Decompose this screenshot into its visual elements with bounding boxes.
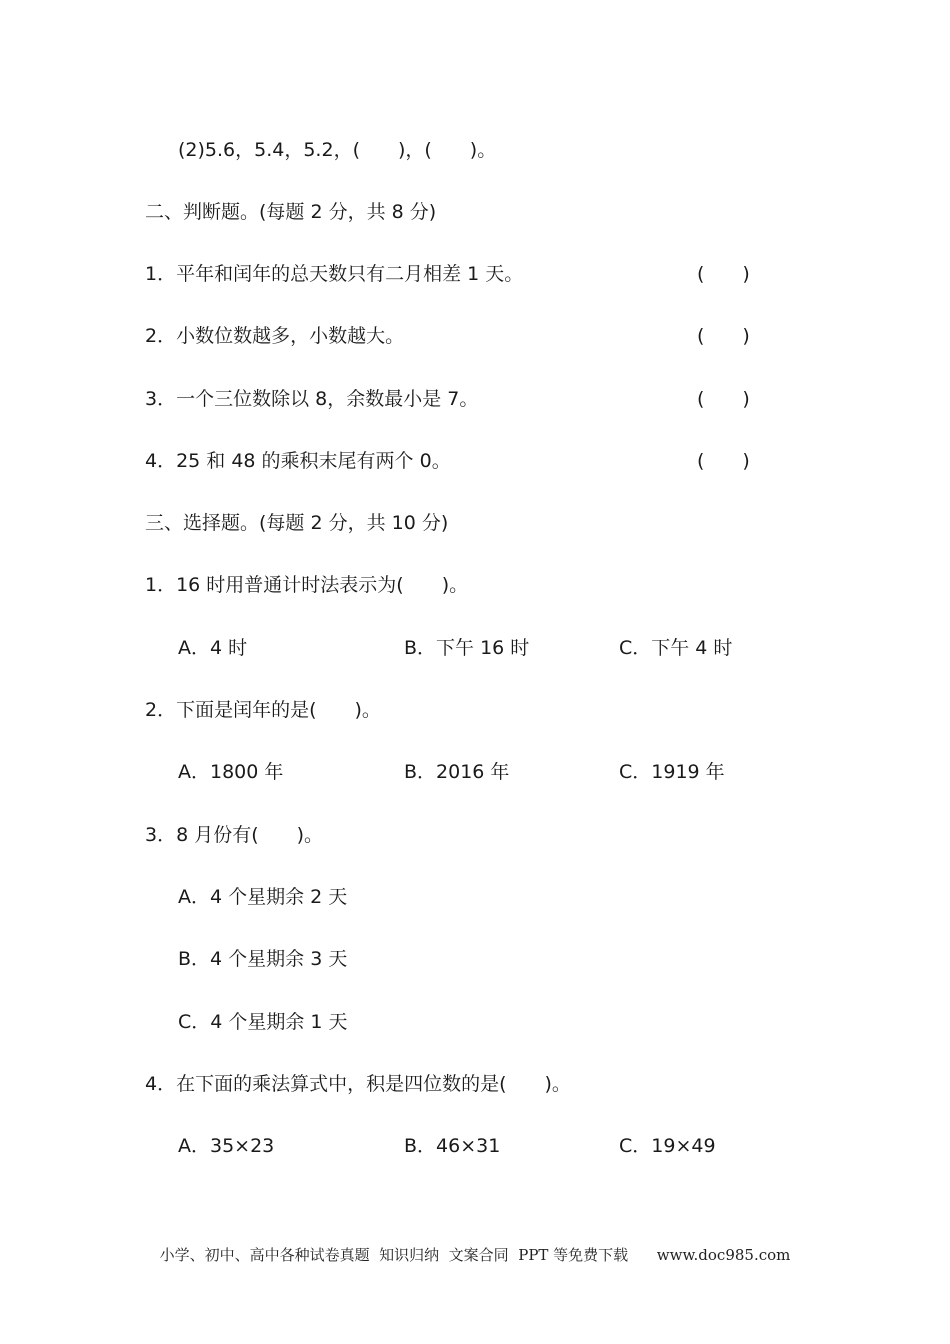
choice-4-option-b[interactable]: B．46×31 (404, 1135, 501, 1157)
judge-section-heading: 二、判断题。(每题 2 分，共 8 分) (145, 201, 437, 223)
judge-item-3: 3．一个三位数除以 8，余数最小是 7。 (145, 388, 479, 410)
judge-item-2: 2．小数位数越多，小数越大。 (145, 325, 405, 347)
choice-question-4: 4．在下面的乘法算式中，积是四位数的是( )。 (145, 1073, 571, 1095)
choice-question-1: 1．16 时用普通计时法表示为( )。 (145, 574, 469, 596)
judge-answer-blank-3[interactable]: ( ) (697, 388, 750, 410)
choice-section-heading: 三、选择题。(每题 2 分，共 10 分) (145, 512, 449, 534)
page-footer: 小学、初中、高中各种试卷真题 知识归纳 文案合同 PPT 等免费下载 www.doc985.com (159, 1246, 791, 1264)
choice-2-option-b[interactable]: B．2016 年 (404, 761, 510, 783)
choice-3-option-a[interactable]: A．4 个星期余 2 天 (178, 886, 348, 908)
choice-3-option-c[interactable]: C．4 个星期余 1 天 (178, 1011, 348, 1033)
judge-answer-blank-4[interactable]: ( ) (697, 450, 750, 472)
choice-question-3: 3．8 月份有( )。 (145, 824, 324, 846)
choice-2-option-c[interactable]: C．1919 年 (619, 761, 725, 783)
choice-1-option-a[interactable]: A．4 时 (178, 637, 248, 659)
fill-in-item-2: (2)5.6，5.4，5.2，( )，( )。 (178, 139, 497, 161)
choice-4-option-c[interactable]: C．19×49 (619, 1135, 716, 1157)
choice-1-option-b[interactable]: B．下午 16 时 (404, 637, 530, 659)
judge-answer-blank-2[interactable]: ( ) (697, 325, 750, 347)
choice-1-option-c[interactable]: C．下午 4 时 (619, 637, 733, 659)
choice-3-option-b[interactable]: B．4 个星期余 3 天 (178, 948, 348, 970)
choice-question-2: 2．下面是闰年的是( )。 (145, 699, 381, 721)
judge-item-1: 1．平年和闰年的总天数只有二月相差 1 天。 (145, 263, 524, 285)
judge-answer-blank-1[interactable]: ( ) (697, 263, 750, 285)
choice-2-option-a[interactable]: A．1800 年 (178, 761, 284, 783)
choice-4-option-a[interactable]: A．35×23 (178, 1135, 275, 1157)
judge-item-4: 4．25 和 48 的乘积末尾有两个 0。 (145, 450, 451, 472)
